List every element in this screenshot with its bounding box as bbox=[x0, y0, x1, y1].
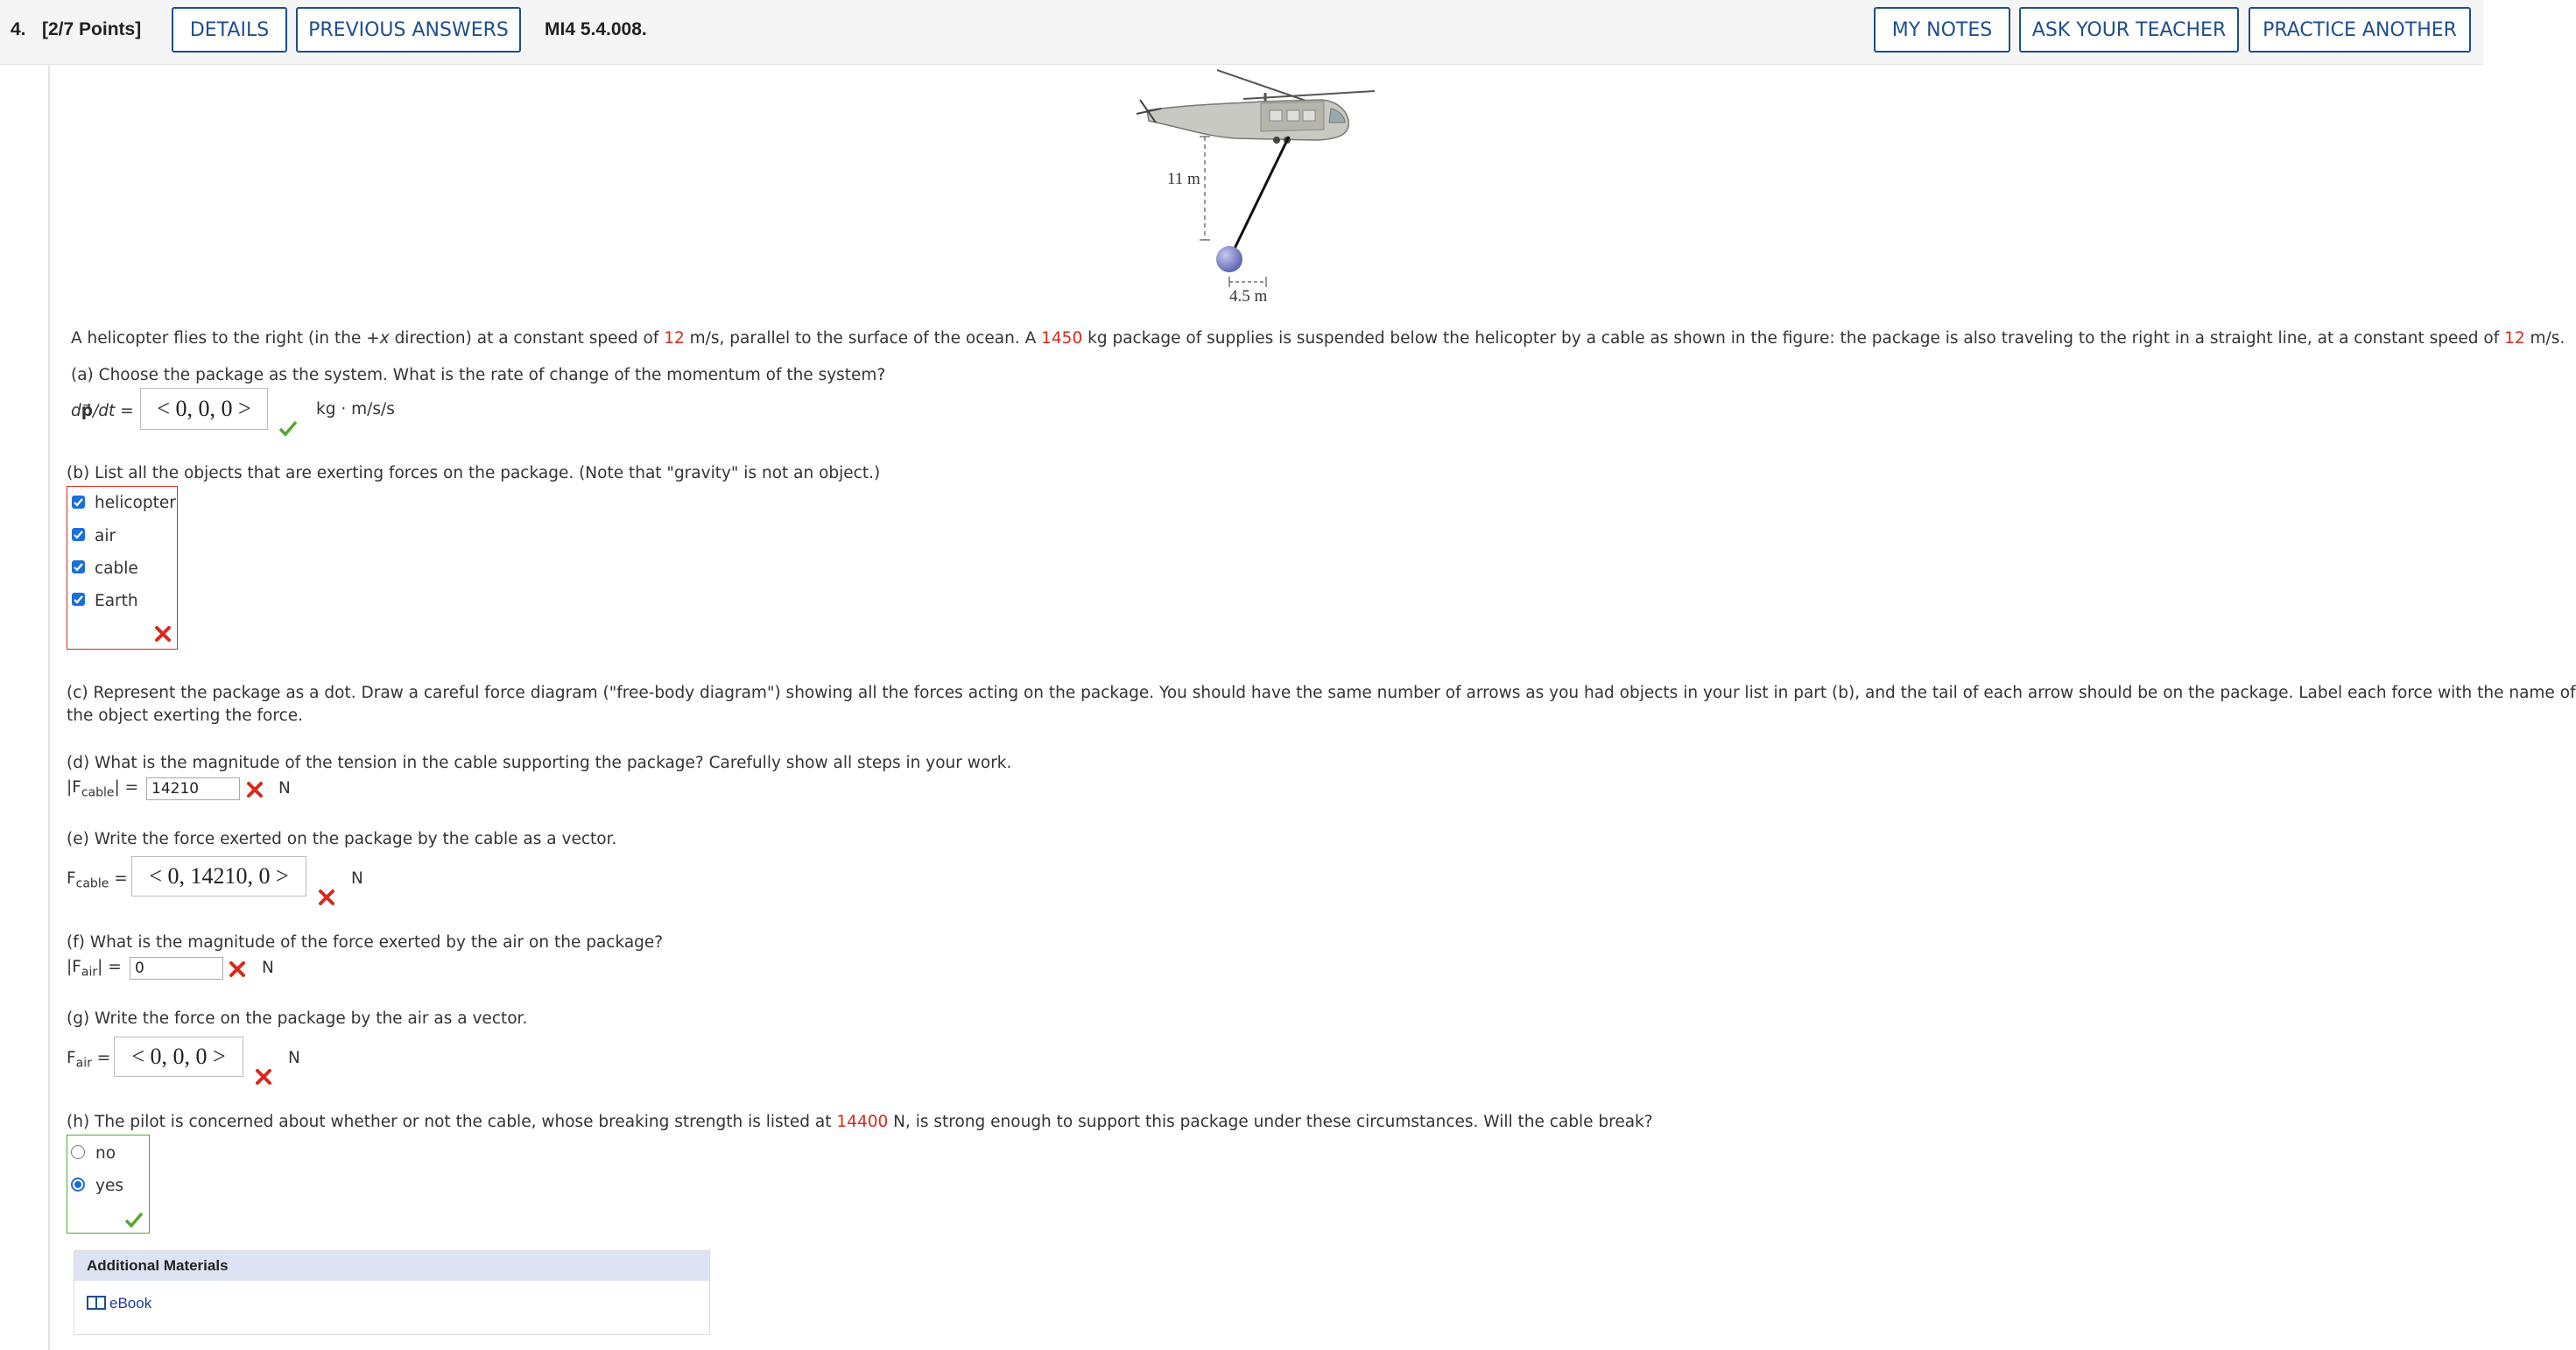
problem-code: MI4 5.4.008. bbox=[545, 19, 647, 39]
air-force-input[interactable]: 0 bbox=[130, 957, 223, 980]
checkbox-earth[interactable] bbox=[72, 593, 85, 606]
part-g-label: $F_{air}$ = bbox=[67, 1049, 111, 1071]
mass-value: 1450 bbox=[1041, 329, 1083, 348]
radio-no[interactable] bbox=[71, 1145, 85, 1159]
height-label: 11 m bbox=[1167, 170, 1200, 188]
incorrect-x-icon bbox=[246, 781, 264, 798]
part-e-question: (e) Write the force exerted on the package by the cable as a vector. bbox=[67, 830, 617, 848]
part-c-question-line2: the object exerting the force. bbox=[67, 707, 304, 725]
cable-line bbox=[1231, 137, 1289, 256]
speed-value: 12 bbox=[664, 329, 685, 348]
checkbox-helicopter[interactable] bbox=[72, 496, 85, 509]
part-e-answer[interactable]: < 0, 14210, 0 > bbox=[131, 856, 306, 896]
checkbox-air[interactable] bbox=[72, 528, 85, 541]
checkbox-cable[interactable] bbox=[72, 560, 85, 573]
part-d-label: $|F_{cable}|$ = bbox=[67, 778, 139, 800]
ebook-link[interactable]: eBook bbox=[109, 1295, 152, 1311]
radio-yes[interactable] bbox=[71, 1178, 85, 1192]
part-a-label: dp⃗/dt = bbox=[71, 402, 134, 420]
incorrect-x-icon bbox=[255, 1068, 272, 1086]
option-air: air bbox=[95, 527, 116, 545]
additional-materials-panel bbox=[74, 1250, 710, 1335]
breaking-strength-value: 14400 bbox=[836, 1113, 889, 1131]
part-d-question: (d) What is the magnitude of the tension in the cable supporting the package? Carefully show all steps in your work. bbox=[67, 754, 1012, 772]
option-cable: cable bbox=[95, 559, 138, 578]
question-number: 4. bbox=[11, 19, 26, 39]
problem-statement: A helicopter flies to the right (in the +x direction) at a constant speed of 12 m/s, parallel to the surface of the ocean. A 1450 kg package of supplies is suspended below the helicopter by a cable as shown in the figure: the package is also traveling to the right in a straight line, at a constant speed of 12 m/s. bbox=[71, 329, 2565, 348]
previous-answers-button[interactable]: PREVIOUS ANSWERS bbox=[296, 7, 521, 53]
tension-input[interactable]: 14210 bbox=[146, 777, 240, 800]
incorrect-x-icon bbox=[154, 625, 172, 643]
part-e-label: $F_{cable}$ = bbox=[67, 869, 128, 891]
practice-another-button[interactable]: PRACTICE ANOTHER bbox=[2249, 7, 2471, 53]
ask-your-teacher-button[interactable]: ASK YOUR TEACHER bbox=[2019, 7, 2239, 53]
package-icon bbox=[1216, 246, 1242, 272]
part-f-label: $|F_{air}|$ = bbox=[67, 958, 122, 980]
ebook-icon bbox=[87, 1295, 106, 1311]
details-button[interactable]: DETAILS bbox=[172, 7, 287, 53]
part-b-question: (b) List all the objects that are exerting forces on the package. (Note that "gravity" is not an object.) bbox=[67, 464, 881, 482]
option-helicopter: helicopter bbox=[95, 494, 176, 512]
incorrect-x-icon bbox=[318, 889, 335, 906]
option-yes: yes bbox=[95, 1177, 123, 1195]
part-d-unit: N bbox=[278, 779, 291, 798]
incorrect-x-icon bbox=[229, 960, 246, 978]
part-a-question: (a) Choose the package as the system. What is the rate of change of the momentum of the system? bbox=[71, 366, 886, 384]
part-g-question: (g) Write the force on the package by the air as a vector. bbox=[67, 1009, 528, 1028]
option-no: no bbox=[95, 1144, 116, 1163]
part-e-unit: N bbox=[351, 869, 363, 888]
points-label: [2/7 Points] bbox=[42, 19, 142, 39]
part-h-question: (h) The pilot is concerned about whether or not the cable, whose breaking strength is listed at 14400 N, is strong enough to support this package under these circumstances. Will the cable break? bbox=[67, 1113, 1653, 1131]
width-label: 4.5 m bbox=[1229, 287, 1268, 306]
part-f-question: (f) What is the magnitude of the force exerted by the air on the package? bbox=[67, 933, 664, 952]
part-c-question-line1: (c) Represent the package as a dot. Draw a careful force diagram ("free-body diagram") showing all the forces acting on the package. You should have the same number of arrows as you had objects in your list in part (b), and the tail of each arrow should be on the package. Label each force with the name of bbox=[67, 684, 2576, 702]
additional-materials-title: Additional Materials bbox=[74, 1251, 709, 1281]
helicopter-figure bbox=[1130, 68, 1401, 313]
option-earth: Earth bbox=[95, 592, 138, 610]
my-notes-button[interactable]: MY NOTES bbox=[1874, 7, 2010, 53]
part-g-answer[interactable]: < 0, 0, 0 > bbox=[114, 1037, 243, 1077]
part-a-answer[interactable]: < 0, 0, 0 > bbox=[140, 388, 268, 430]
correct-check-icon bbox=[124, 1212, 144, 1227]
part-g-unit: N bbox=[288, 1049, 300, 1067]
part-a-unit: kg · m/s/s bbox=[316, 400, 395, 418]
part-f-unit: N bbox=[262, 959, 274, 977]
question-header bbox=[0, 0, 2483, 65]
speed-value-2: 12 bbox=[2504, 329, 2525, 348]
correct-check-icon bbox=[278, 420, 298, 436]
